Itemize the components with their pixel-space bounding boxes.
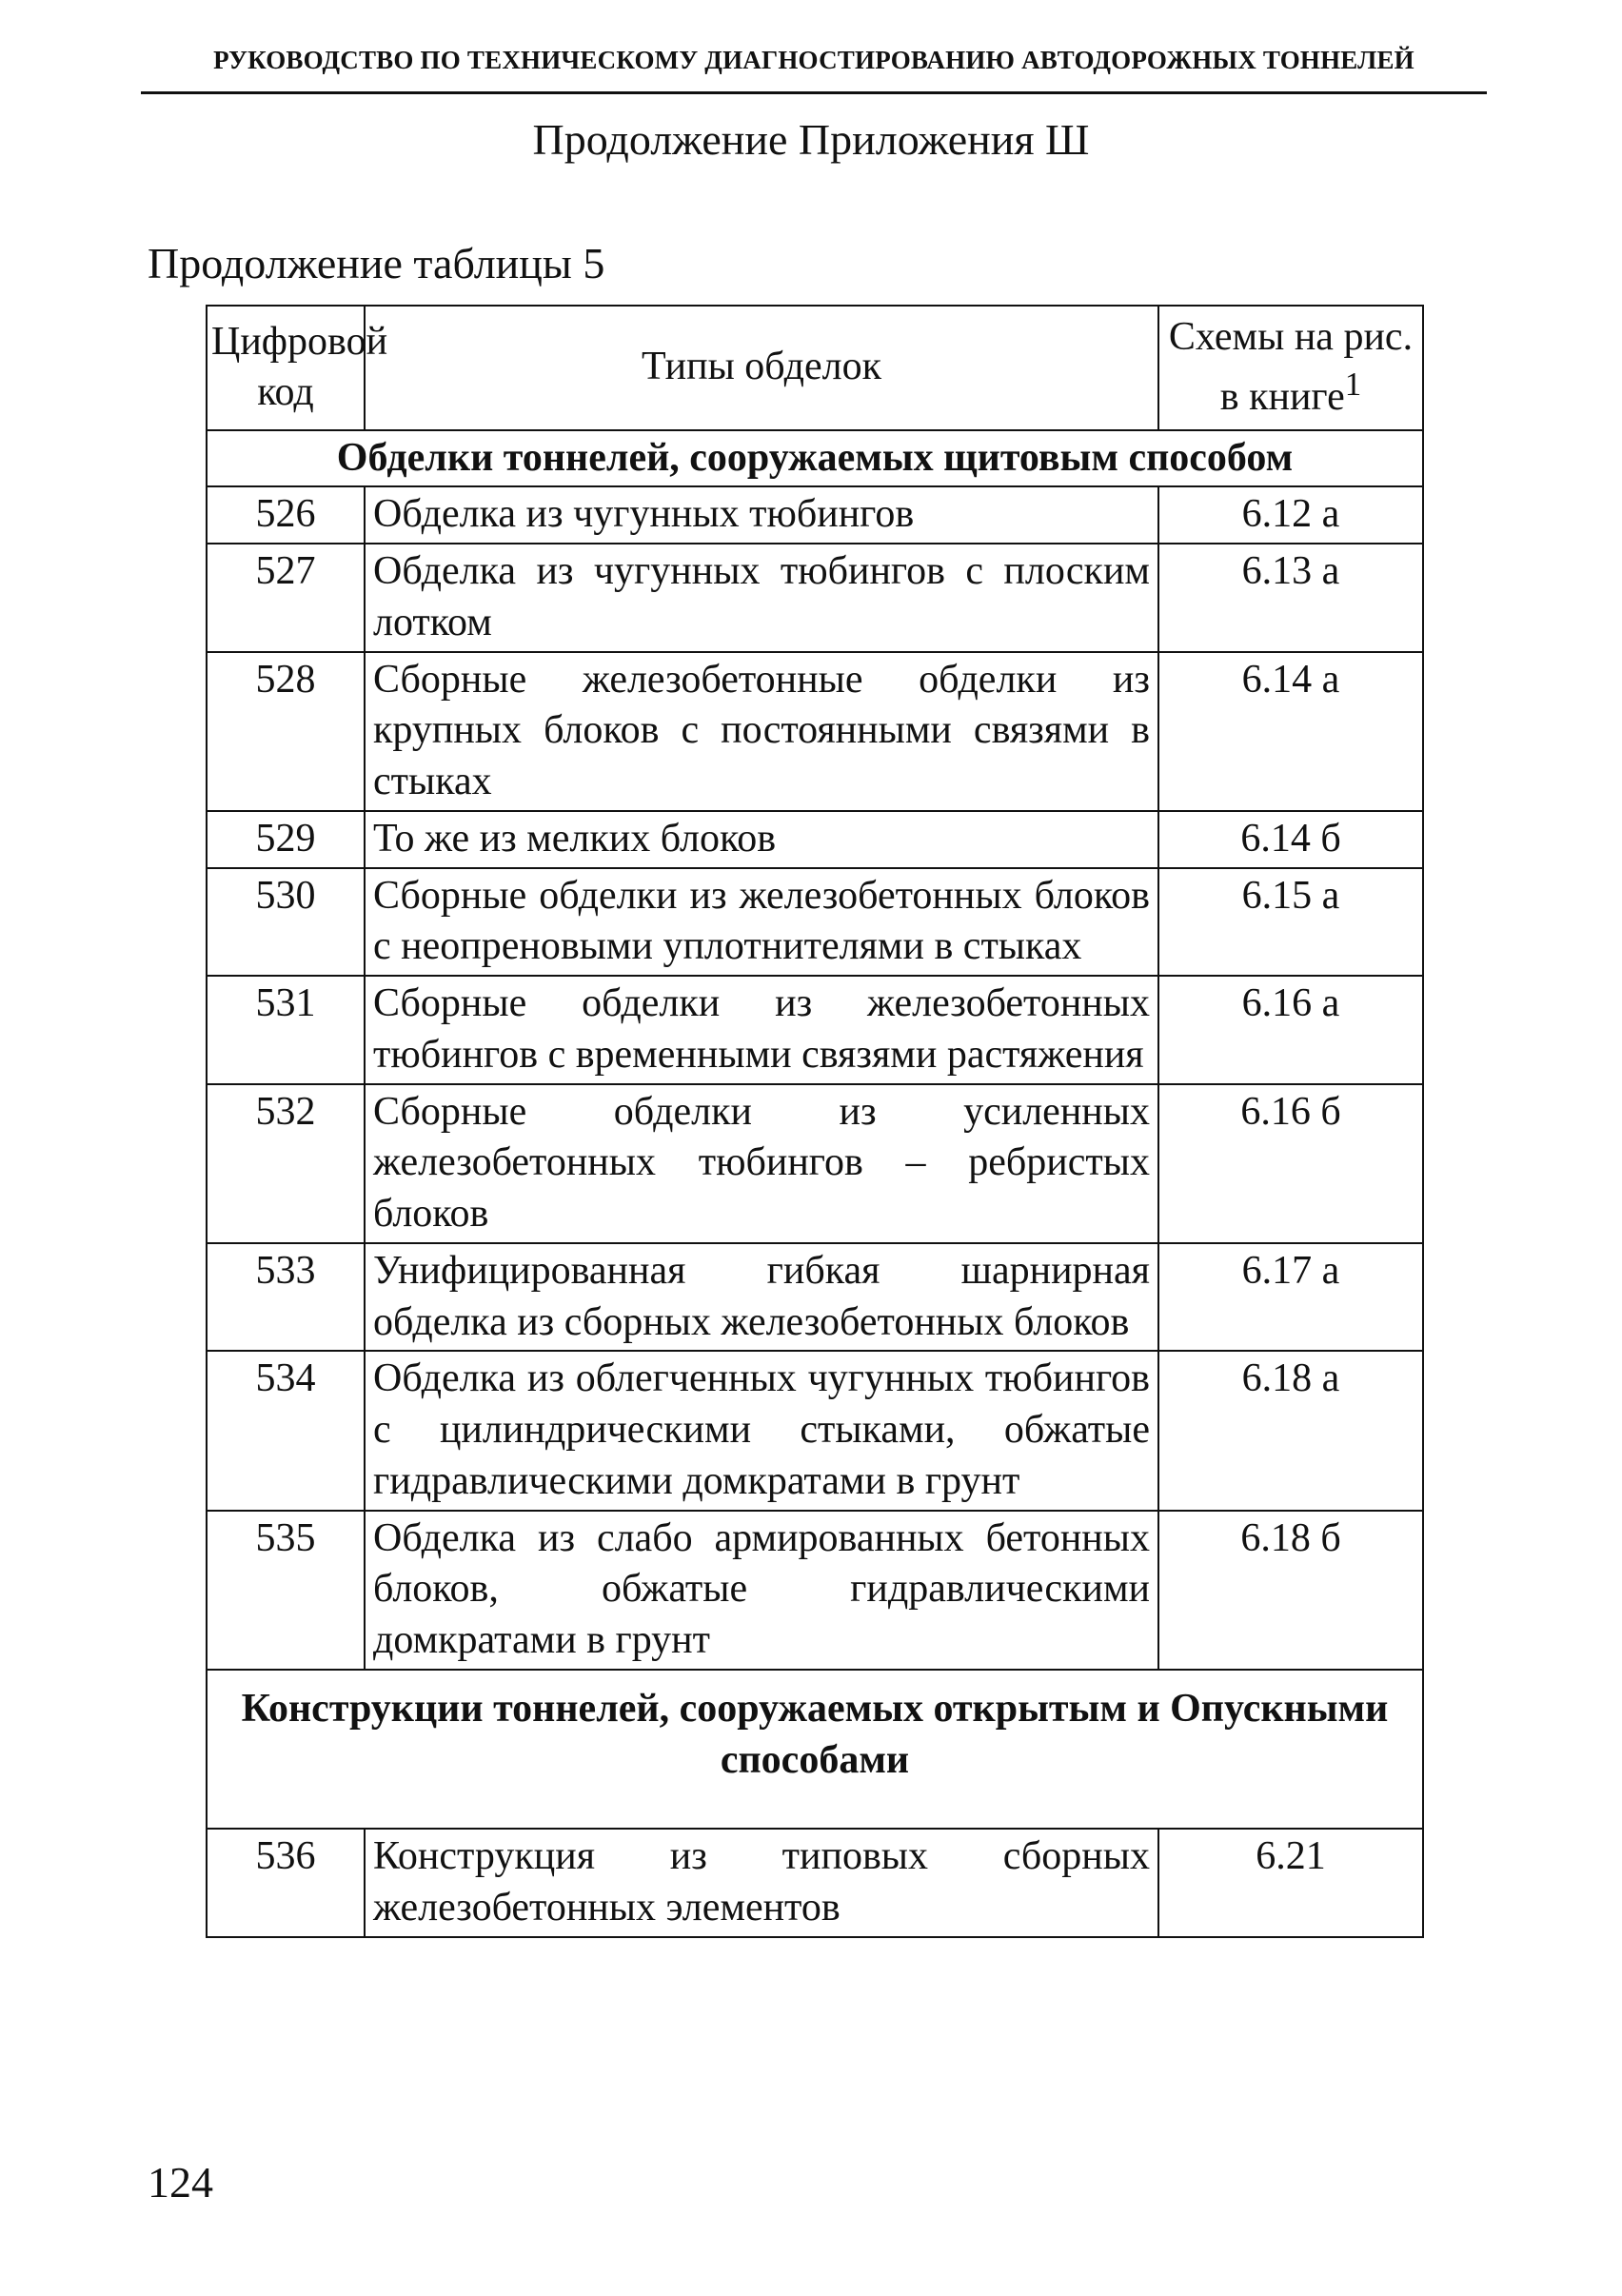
table-row [207, 868, 1423, 977]
table-row [207, 1243, 1423, 1352]
type-cell: Сборные железобетонные обделки из крупных блоков с постоянными связями в стыках [365, 652, 1158, 811]
header-schemes-label: Схемы на рис. в книге [1168, 315, 1414, 419]
table-row [207, 976, 1423, 1084]
code-cell: 532 [207, 1084, 365, 1243]
code-cell: 533 [207, 1243, 365, 1352]
header-code: Цифровой код [207, 306, 365, 430]
header-types: Типы обделок [365, 306, 1158, 430]
page-number: 124 [148, 2158, 213, 2207]
code-cell: 531 [207, 976, 365, 1084]
section-row [207, 1670, 1423, 1830]
table-row [207, 811, 1423, 868]
code-cell: 535 [207, 1511, 365, 1670]
type-cell: Обделка из облегченных чугунных тюбингов с цилиндрическими стыками, обжатые гидравлическими домкратами в грунт [365, 1351, 1158, 1510]
type-cell: Обделка из чугунных тюбингов с плоским лотком [365, 544, 1158, 652]
type-cell: То же из мелких блоков [365, 811, 1158, 868]
table-row [207, 1829, 1423, 1937]
table-row [207, 544, 1423, 652]
scheme-cell: 6.16 а [1158, 976, 1423, 1084]
code-cell: 528 [207, 652, 365, 811]
type-cell: Сборные обделки из железобетонных блоков с неопреновыми уплотнителями в стыках [365, 868, 1158, 977]
code-cell: 530 [207, 868, 365, 977]
code-cell: 527 [207, 544, 365, 652]
lining-types-table [206, 305, 1424, 1938]
code-cell: 526 [207, 486, 365, 544]
table-header-row [207, 306, 1423, 430]
type-cell: Сборные обделки из усиленных железобетонных тюбингов – ребристых блоков [365, 1084, 1158, 1243]
code-cell: 536 [207, 1829, 365, 1937]
scheme-cell: 6.13 а [1158, 544, 1423, 652]
running-header: РУКОВОДСТВО ПО ТЕХНИЧЕСКОМУ ДИАГНОСТИРОВАНИЮ АВТОДОРОЖНЫХ ТОННЕЛЕЙ [213, 46, 1414, 74]
type-cell: Конструкция из типовых сборных железобетонных элементов [365, 1829, 1158, 1937]
type-cell: Обделка из слабо армированных бетонных блоков, обжатые гидравлическими домкратами в грунт [365, 1511, 1158, 1670]
header-divider [141, 91, 1487, 94]
section-row [207, 430, 1423, 487]
appendix-title: Продолжение Приложения Ш [532, 115, 1090, 164]
scheme-cell: 6.12 а [1158, 486, 1423, 544]
section-heading: Обделки тоннелей, сооружаемых щитовым способом [207, 430, 1423, 487]
scheme-cell: 6.21 [1158, 1829, 1423, 1937]
table-caption: Продолжение таблицы 5 [148, 239, 605, 287]
table-row [207, 652, 1423, 811]
header-schemes [1158, 306, 1423, 430]
scheme-cell: 6.18 б [1158, 1511, 1423, 1670]
scheme-cell: 6.16 б [1158, 1084, 1423, 1243]
table-row [207, 1351, 1423, 1510]
type-cell: Сборные обделки из железобетонных тюбингов с временными связями растяжения [365, 976, 1158, 1084]
table-row [207, 486, 1423, 544]
scheme-cell: 6.17 а [1158, 1243, 1423, 1352]
code-cell: 529 [207, 811, 365, 868]
type-cell: Обделка из чугунных тюбингов [365, 486, 1158, 544]
scheme-cell: 6.14 а [1158, 652, 1423, 811]
scheme-cell: 6.18 а [1158, 1351, 1423, 1510]
footnote-marker: 1 [1344, 365, 1362, 403]
scheme-cell: 6.14 б [1158, 811, 1423, 868]
type-cell: Унифицированная гибкая шарнирная обделка из сборных железобетонных блоков [365, 1243, 1158, 1352]
code-cell: 534 [207, 1351, 365, 1510]
table-row [207, 1084, 1423, 1243]
section-heading: Конструкции тоннелей, сооружаемых открытым и Опускными способами [207, 1670, 1423, 1830]
table-row [207, 1511, 1423, 1670]
scheme-cell: 6.15 а [1158, 868, 1423, 977]
